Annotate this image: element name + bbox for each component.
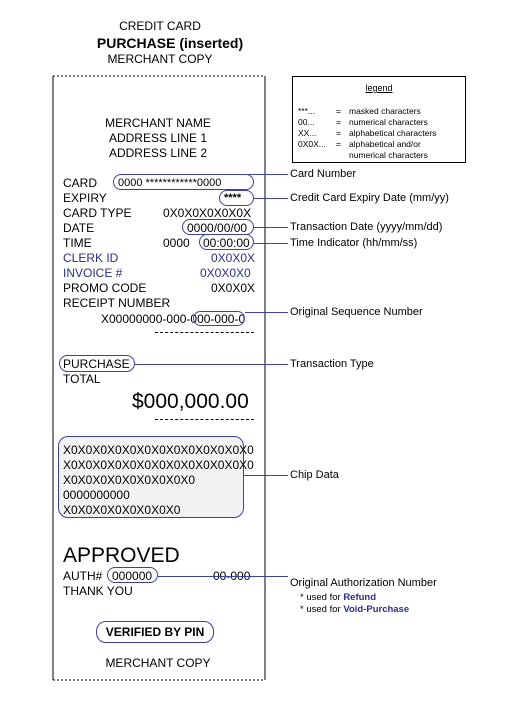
card-number-highlight bbox=[113, 174, 254, 190]
footer-merchant-copy: MERCHANT COPY bbox=[105, 656, 211, 670]
legend-title: legend bbox=[365, 83, 393, 93]
annotation-transaction-date: Transaction Date (yyyy/mm/dd) bbox=[290, 221, 443, 233]
chip-data-box bbox=[58, 436, 254, 518]
time-value: 00:00:00 bbox=[203, 236, 250, 250]
card-type-label: CARD TYPE bbox=[63, 206, 132, 220]
promo-code-value: 0X0X0X bbox=[211, 281, 256, 295]
legend-row: numerical characters bbox=[349, 150, 428, 160]
verified-by-pin: VERIFIED BY PIN bbox=[105, 625, 205, 639]
annotation-used-for-void: * used for Void-Purchase bbox=[300, 604, 410, 615]
leader-date bbox=[254, 227, 288, 228]
annotation-sequence-number: Original Sequence Number bbox=[290, 306, 423, 318]
chip-line: X0X0X0X0X0X0X0X0X0X0X0X0X0 bbox=[63, 458, 254, 472]
annotation-expiry: Credit Card Expiry Date (mm/yy) bbox=[290, 192, 449, 204]
annotation-chip-data: Chip Data bbox=[290, 469, 339, 481]
receipt-number-label: RECEIPT NUMBER bbox=[63, 296, 171, 310]
leader-card-number bbox=[248, 174, 288, 175]
leader-auth bbox=[158, 576, 288, 577]
clerk-id-label: CLERK ID bbox=[63, 251, 119, 265]
merchant-name: MERCHANT NAME bbox=[105, 116, 211, 130]
promo-code-label: PROMO CODE bbox=[63, 281, 147, 295]
chip-line: X0X0X0X0X0X0X0X0 bbox=[63, 503, 181, 517]
leader-sequence bbox=[245, 312, 288, 313]
annotation-card-number: Card Number bbox=[290, 168, 357, 180]
auth-highlight bbox=[107, 567, 158, 583]
expiry-value: **** bbox=[224, 192, 242, 204]
annotation-time-indicator: Time Indicator (hh/mm/ss) bbox=[290, 237, 418, 249]
leader-chip-data bbox=[244, 475, 288, 476]
auth-label: AUTH# bbox=[63, 569, 103, 583]
header-line-2: PURCHASE (inserted) bbox=[96, 35, 244, 51]
header-line-1: CREDIT CARD bbox=[119, 19, 201, 33]
clerk-id-value: 0X0X0X bbox=[211, 251, 256, 265]
legend-row: XX... = alphabetical characters bbox=[298, 128, 437, 138]
date-value: 0000/00/00 bbox=[187, 221, 248, 235]
leader-expiry bbox=[254, 198, 288, 199]
chip-line: X0X0X0X0X0X0X0X0X0 bbox=[63, 473, 196, 487]
chip-line: 0000000000 bbox=[63, 488, 130, 502]
address-line-2: ADDRESS LINE 2 bbox=[108, 146, 208, 160]
time-label: TIME bbox=[63, 236, 92, 250]
card-type-value: 0X0X0X0X0X0X bbox=[163, 206, 252, 220]
expiry-label: EXPIRY bbox=[63, 191, 107, 205]
header-line-3: MERCHANT COPY bbox=[107, 52, 213, 66]
leader-time bbox=[254, 243, 288, 244]
chip-line: X0X0X0X0X0X0X0X0X0X0X0X0X0 bbox=[63, 443, 254, 457]
legend-box bbox=[292, 76, 466, 163]
time-highlight bbox=[199, 234, 254, 250]
annotation-transaction-type: Transaction Type bbox=[290, 358, 374, 370]
total-value: $000,000.00 bbox=[132, 390, 249, 413]
invoice-label: INVOICE # bbox=[63, 266, 123, 280]
date-highlight bbox=[182, 219, 254, 235]
address-line-1: ADDRESS LINE 1 bbox=[108, 131, 208, 145]
time-prefix: 0000 bbox=[163, 236, 190, 250]
thank-you: THANK YOU bbox=[63, 584, 133, 598]
approved-status: APPROVED bbox=[63, 544, 180, 567]
legend-rows bbox=[298, 106, 436, 161]
total-label: TOTAL bbox=[63, 372, 101, 386]
annotation-auth-number: Original Authorization Number bbox=[290, 577, 437, 589]
verified-by-pin-box bbox=[96, 621, 214, 643]
auth-suffix: 00-000 bbox=[213, 569, 251, 583]
card-label: CARD bbox=[63, 176, 98, 190]
card-value: 0000 ************0000 bbox=[118, 177, 222, 189]
date-label: DATE bbox=[63, 221, 95, 235]
legend-row: 00... = numerical characters bbox=[298, 117, 428, 127]
leader-transaction-type bbox=[135, 364, 288, 365]
receipt-number-value: X00000000-000-000-000-0 bbox=[101, 312, 246, 326]
legend-row: ***... = masked characters bbox=[298, 106, 421, 116]
annotation-used-for-refund: * used for Refund bbox=[300, 592, 377, 603]
sequence-highlight bbox=[193, 311, 245, 326]
separator bbox=[155, 332, 254, 333]
invoice-value: 0X0X0X0 bbox=[200, 266, 251, 280]
transaction-type: PURCHASE bbox=[63, 357, 130, 371]
separator bbox=[155, 419, 254, 420]
transaction-type-highlight bbox=[59, 355, 135, 372]
expiry-highlight bbox=[219, 190, 254, 206]
auth-value: 000000 bbox=[112, 569, 153, 583]
legend-row: 0X0X... = alphabetical and/or bbox=[298, 139, 421, 149]
